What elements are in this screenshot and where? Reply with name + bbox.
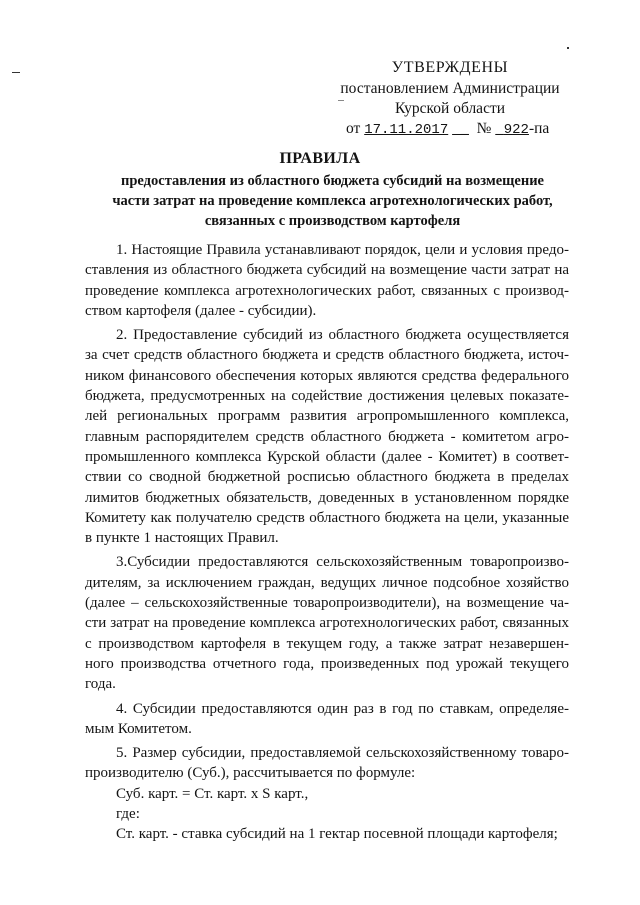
paragraph-line: производителю (Суб.), рассчитывается по формуле: xyxy=(85,765,416,782)
paragraph-line: (далее – сельскохозяйственные товаропроизводители), на возмещение ча- xyxy=(85,595,569,612)
approval-line-1: постановлением Администрации xyxy=(340,80,560,97)
subtitle-line: связанных с производством картофеля xyxy=(204,213,461,229)
approval-number: _922 xyxy=(495,122,529,138)
paragraph-line: 1. Настоящие Правила устанавливают порядок, цели и условия предо- xyxy=(116,242,569,258)
paragraph-line: 3.Субсидии предоставляются сельскохозяйственным товаропроизво- xyxy=(116,554,569,571)
paragraph-line: бюджета, предусмотренных на содействие достижения целевых показате- xyxy=(85,388,569,405)
approval-date: 17.11.2017 xyxy=(364,122,449,138)
paragraph-line: ного производства отчетного года, произведенных под урожай текущего xyxy=(85,655,569,672)
document-title: ПРАВИЛА xyxy=(279,150,361,167)
paragraph-line: лей региональных программ развития агропромышленного комплекса, xyxy=(85,408,569,425)
subtitle-line: предоставления из областного бюджета субсидий на возмещение xyxy=(121,173,544,189)
paragraph-line: 5. Размер субсидии, предоставляемой сельскохозяйственному товаро- xyxy=(116,745,569,762)
paragraph-1 xyxy=(85,240,569,321)
paragraph-line: Суб. карт. = Ст. карт. х S карт., xyxy=(116,785,309,802)
scan-mark-right xyxy=(567,47,569,49)
paragraph-line: лимитов бюджетных обязательств, доведенных в установленном порядке xyxy=(85,489,569,506)
paragraph-line: где: xyxy=(116,806,140,823)
paragraph-line: мым Комитетом. xyxy=(85,720,192,737)
paragraph-line: проведение комплекса агротехнологических работ, связанных с производ- xyxy=(85,282,569,299)
paragraph-line: Ст. карт. - ставка субсидий на 1 гектар посевной площади картофеля; xyxy=(116,826,558,843)
paragraph-line: с производством картофеля в текущем году, а также затрат незавершен- xyxy=(85,635,569,652)
approval-date-line xyxy=(330,119,570,140)
date-prefix: от xyxy=(346,120,361,137)
date-underline-tail: _ xyxy=(452,122,469,138)
scan-mark-left xyxy=(12,72,20,73)
document-subtitle xyxy=(80,171,585,231)
paragraph-line: промышленного комплекса Курской области (далее - Комитет) в соответ- xyxy=(85,448,569,465)
paragraph-line: в пункте 1 настоящих Правил. xyxy=(85,530,279,547)
paragraph-line: ставления из областного бюджета субсидий на возмещение части затрат на xyxy=(85,262,569,279)
paragraph-line: ником финансового обеспечения которых являются средства федерального xyxy=(85,367,569,384)
paragraph-5 xyxy=(85,743,569,844)
paragraph-line: 4. Субсидии предоставляются один раз в год по ставкам, определяе- xyxy=(116,700,569,717)
paragraph-line: главным распорядителем средств областного бюджета - комитетом агро- xyxy=(85,428,569,445)
paragraph-2 xyxy=(85,325,569,548)
number-suffix: -па xyxy=(528,120,550,137)
paragraph-line: ствии со сводной бюджетной росписью областного бюджета в пределах xyxy=(85,469,569,486)
paragraph-line: за счет средств областного бюджета и средств областного бюджета, источ- xyxy=(85,347,569,364)
paragraph-line: 2. Предоставление субсидий из областного бюджета осуществляется xyxy=(116,327,569,344)
paragraph-line: ством картофеля (далее - субсидии). xyxy=(85,302,317,319)
number-prefix: № xyxy=(476,120,492,137)
document-body xyxy=(85,240,569,845)
subtitle-line: части затрат на проведение комплекса агротехнологических работ, xyxy=(112,193,553,209)
approval-stamp xyxy=(330,58,570,140)
paragraph-4 xyxy=(85,699,569,740)
paragraph-line: Комитету как получателю средств областного бюджета на цели, указанные xyxy=(85,509,569,526)
approval-line-2: Курской области xyxy=(394,100,506,117)
paragraph-line: сти затрат на проведение комплекса агротехнологических работ, связанных xyxy=(85,615,569,632)
paragraph-line: года. xyxy=(85,676,116,693)
paragraph-line: дителям, за исключением граждан, ведущих личное подсобное хозяйство xyxy=(85,574,569,591)
paragraph-3 xyxy=(85,552,569,694)
approval-heading: УТВЕРЖДЕНЫ xyxy=(391,59,509,76)
